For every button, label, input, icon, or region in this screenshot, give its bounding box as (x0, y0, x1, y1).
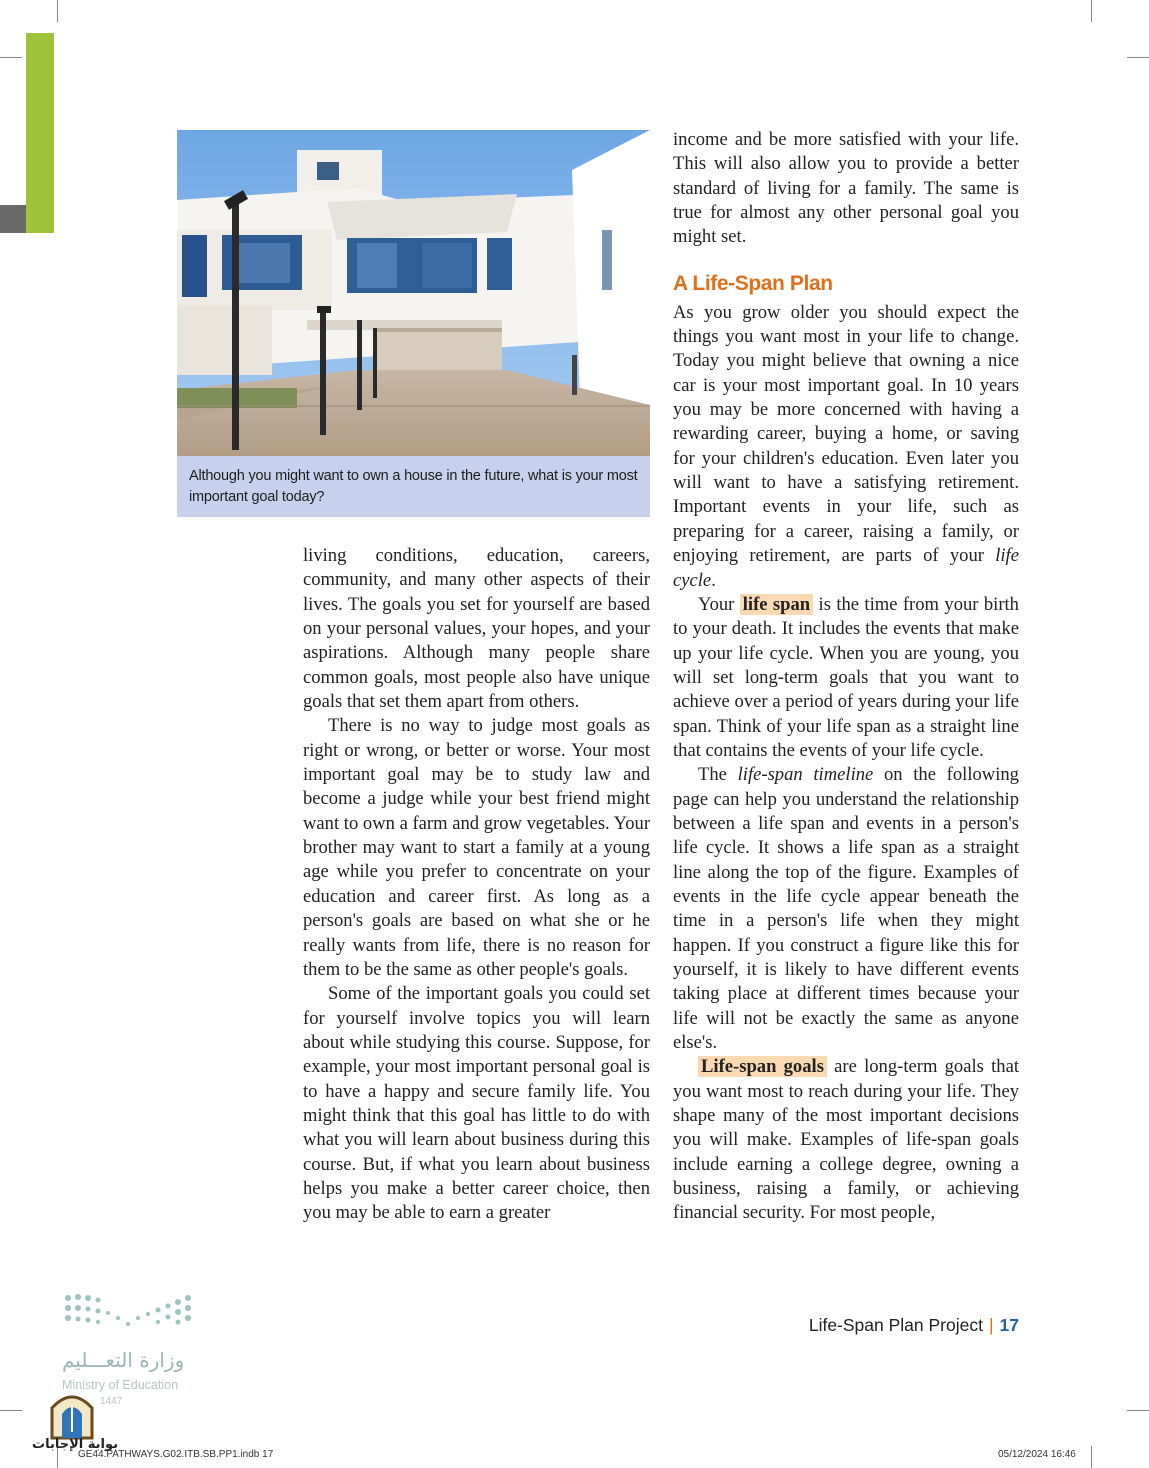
crop-mark (1127, 1410, 1149, 1411)
body-paragraph (673, 1055, 1019, 1225)
paragraph-text: are long-term goals that you want most to reach during your life. They shape many of the most important decisions you will make. Examples of life-span goals include earning a college degree, owning a business, raising a family, or achieving financial security. For most people, (673, 1056, 1019, 1224)
italic-term: life-span timeline (737, 764, 874, 786)
italic-term: life cycle (673, 545, 1019, 591)
key-term-life-span-goals: Life-span goals (698, 1056, 827, 1077)
right-column (673, 128, 1019, 1226)
crop-mark (0, 1410, 22, 1411)
portal-name-ar: بوابة الإجابات (32, 1437, 118, 1452)
figure-caption: Although you might want to own a house in the future, what is your most important goal today? (177, 456, 650, 517)
body-paragraph (673, 763, 1019, 1055)
paragraph-text: As you grow older you should expect the things you want most in your life to change. Today you might believe that owning a nice car is your most important goal. In 10 years you may be more concerned with having a rewarding career, buying a home, or saving for your children's education. Even later you will want to have a satisfying retirement. Important events in your life, such as preparing for a career, raising a family, or enjoying retirement, are parts of your (673, 301, 1019, 567)
ministry-name-en: Ministry of Education (62, 1378, 179, 1392)
crop-mark (1091, 1446, 1092, 1468)
crop-mark (57, 0, 58, 22)
body-paragraph (673, 593, 1019, 763)
ministry-logo-icon (62, 1292, 202, 1342)
left-column (303, 544, 650, 1226)
body-paragraph (673, 301, 1019, 593)
section-heading: A Life-Span Plan (673, 271, 833, 295)
body-paragraph: There is no way to judge most goals as right or wrong, or better or worse. Your most important goal may be to study law and become a judge while your best friend might want to own a farm and grow vegetables. Your brother may want to start a family at a young age while you prefer to concentrate on your education and career first. As long as a person's goals are based on what she or he really wants from life, there is no reason for them to be the same as other people's goals. (303, 715, 651, 980)
key-term-life-span: life span (740, 594, 813, 615)
file-slug: GE44.PATHWAYS.G02.ITB.SB.PP1.indb 17 (78, 1449, 274, 1460)
page-number: 17 (999, 1315, 1019, 1335)
side-tab (26, 33, 54, 233)
print-date: 05/12/2024 16:46 (998, 1449, 1076, 1460)
paragraph-text: on the following page can help you understand the relationship between a life span and events in a person's life cycle. It shows a life span as a straight line along the top of the figure. Examples of events in the life cycle appear beneath the time in a person's life when they might happen. If you construct a figure like this for yourself, it is likely to have different events taking place at different times because your life will not be exactly the same as anyone else's. (673, 764, 1019, 1054)
paragraph-punctuation: . (711, 569, 716, 591)
crop-mark (1127, 57, 1149, 58)
crop-mark (0, 57, 22, 58)
paragraph-text: is the time from your birth to your death. It includes the events that make up your life cycle. When you are young, you will set long-term goals that you want to achieve over a period of years during your life span. Think of your life span as a straight line that contains the events of your life cycle. (673, 593, 1019, 761)
folio-separator: | (988, 1315, 994, 1335)
paragraph-lead: The (698, 764, 727, 786)
body-paragraph: income and be more satisfied with your life. This will also allow you to provide a better standard of living for a family. The same is true for almost any other personal goal you might set. (673, 129, 1019, 248)
page-footer (809, 1315, 1019, 1336)
side-tab-shadow (0, 205, 26, 233)
body-paragraph: living conditions, education, careers, community, and many other aspects of their lives. The goals you set for yourself are based on your personal values, your hopes, and your aspirations. Although many people share common goals, most people also have unique goals that set them apart from others. (303, 545, 650, 713)
paragraph-lead: Your (698, 593, 735, 615)
crop-mark (1091, 0, 1092, 22)
ministry-name-ar: وزارة التعـــليم (62, 1348, 185, 1372)
body-paragraph: Some of the important goals you could set for yourself involve topics you will learn about while studying this course. Suppose, for example, your most important personal goal is to have a happy and secure family life. You might think that this goal has little to do with what you will learn about business during this course. But, if what you learn about business helps you make a better career choice, then you may be able to earn a greater (303, 983, 650, 1224)
figure (177, 130, 650, 517)
portal-watermark-icon (32, 1388, 112, 1440)
house-photo (177, 130, 650, 456)
ministry-year: 1447 (100, 1396, 123, 1407)
running-title: Life-Span Plan Project (808, 1315, 983, 1335)
